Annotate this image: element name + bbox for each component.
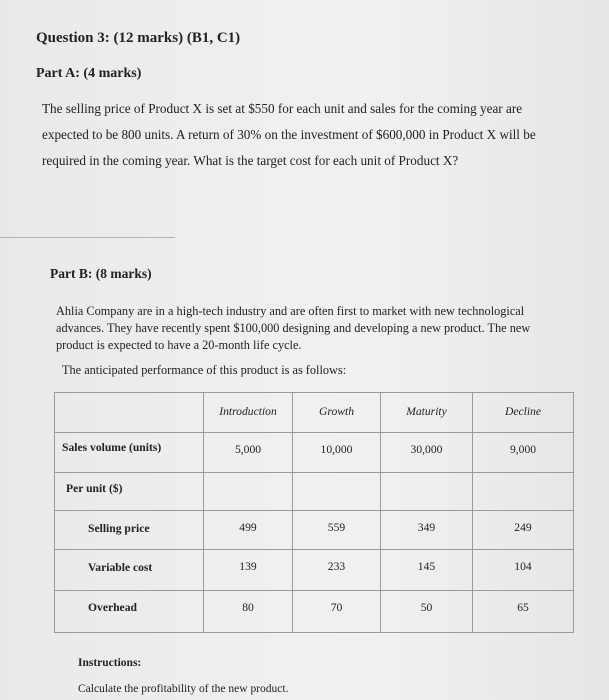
overhead-maturity: 50 <box>381 591 473 633</box>
selling-price-introduction: 499 <box>204 511 293 550</box>
instructions-text: Calculate the profitability of the new product. <box>78 683 289 695</box>
header-decline: Decline <box>473 393 574 433</box>
part-a-paragraph: The selling price of Product X is set at $550 for each unit and sales for the coming year are expected to be 800 units. A return of 30% on the investment of $600,000 in Product X will be required in the coming year. What is the target cost for each unit of Product X? <box>42 101 536 168</box>
sales-volume-maturity: 30,000 <box>381 433 473 473</box>
sales-volume-growth: 10,000 <box>293 433 381 473</box>
row-label-selling-price: Selling price <box>55 511 204 550</box>
anticipated-performance-text: The anticipated performance of this product is as follows: <box>62 363 347 377</box>
per-unit-empty-cell <box>381 473 473 511</box>
row-label-per-unit: Per unit ($) <box>55 473 204 511</box>
overhead-growth: 70 <box>293 591 381 633</box>
variable-cost-introduction: 139 <box>204 550 293 591</box>
overhead-decline: 65 <box>473 591 574 633</box>
table-header-row <box>55 393 574 433</box>
overhead-introduction: 80 <box>204 591 293 633</box>
table-row-overhead <box>55 591 574 633</box>
row-label-overhead: Overhead <box>55 591 204 633</box>
part-a-title: Part A: (4 marks) <box>36 66 142 81</box>
selling-price-decline: 249 <box>473 511 574 550</box>
sales-volume-decline: 9,000 <box>473 433 574 473</box>
selling-price-growth: 559 <box>293 511 381 550</box>
sales-volume-introduction: 5,000 <box>204 433 293 473</box>
row-label-sales-volume: Sales volume (units) <box>55 433 204 473</box>
question-title: Question 3: (12 marks) (B1, C1) <box>36 30 241 46</box>
header-growth: Growth <box>293 393 381 433</box>
header-corner-cell <box>55 393 204 433</box>
variable-cost-maturity: 145 <box>381 550 473 591</box>
selling-price-maturity: 349 <box>381 511 473 550</box>
row-label-variable-cost: Variable cost <box>55 550 204 591</box>
header-maturity: Maturity <box>381 393 473 433</box>
per-unit-empty-cell <box>204 473 293 511</box>
table-row-sales-volume <box>55 433 574 473</box>
per-unit-empty-cell <box>473 473 574 511</box>
part-b-paragraph: Ahlia Company are in a high-tech industry and are often first to market with new technological advances. They have recently spent $100,000 designing and developing a new product. The new product is expected to have a 20-month life cycle. <box>56 304 531 352</box>
variable-cost-growth: 233 <box>293 550 381 591</box>
instructions-title: Instructions: <box>78 657 142 669</box>
section-divider <box>0 237 175 238</box>
per-unit-empty-cell <box>293 473 381 511</box>
table-row-selling-price <box>55 511 574 550</box>
table-row-per-unit <box>55 473 574 511</box>
table-row-variable-cost <box>55 550 574 591</box>
header-introduction: Introduction <box>204 393 293 433</box>
variable-cost-decline: 104 <box>473 550 574 591</box>
performance-table <box>54 392 574 633</box>
part-b-title: Part B: (8 marks) <box>50 266 152 281</box>
